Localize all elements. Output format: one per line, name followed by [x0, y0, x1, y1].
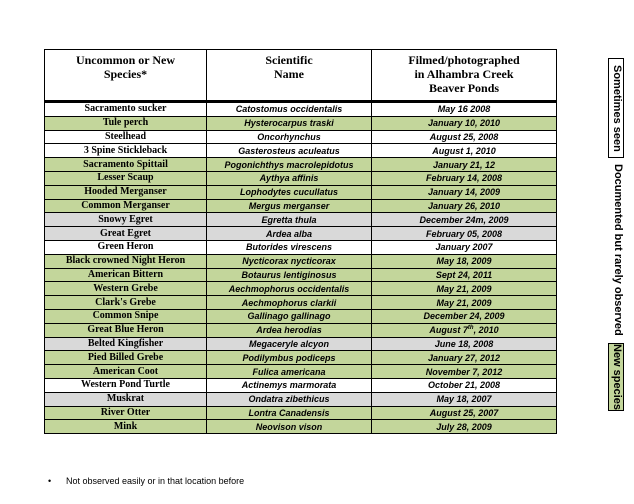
table-row	[45, 282, 557, 296]
scientific-name-cell: Nycticorax nycticorax	[207, 254, 372, 268]
species-table-body	[45, 102, 557, 434]
common-name-cell: Snowy Egret	[45, 213, 207, 227]
date-cell: December 24m, 2009	[372, 213, 557, 227]
scientific-name-cell: Fulica americana	[207, 365, 372, 379]
date-cell: August 1, 2010	[372, 144, 557, 158]
common-name-cell: Common Snipe	[45, 309, 207, 323]
table-row	[45, 102, 557, 117]
table-row	[45, 420, 557, 434]
date-main: August 7	[429, 325, 468, 336]
common-name-cell: Muskrat	[45, 392, 207, 406]
legend-new-species: New species	[608, 343, 624, 411]
scientific-name-cell: Catostomus occidentalis	[207, 102, 372, 117]
table-row	[45, 351, 557, 365]
header-common-name: Uncommon or New Species*	[45, 50, 207, 102]
scientific-name-cell: Gallinago gallinago	[207, 309, 372, 323]
scientific-name-cell: Ondatra zibethicus	[207, 392, 372, 406]
table-row	[45, 227, 557, 241]
table-row	[45, 144, 557, 158]
common-name-cell: Great Blue Heron	[45, 323, 207, 337]
header-scientific-name: Scientific Name	[207, 50, 372, 102]
header-date-filmed: Filmed/photographed in Alhambra Creek Beaver Ponds	[372, 50, 557, 102]
common-name-cell: Common Merganser	[45, 199, 207, 213]
date-cell: January 14, 2009	[372, 185, 557, 199]
scientific-name-cell: Aechmophorus occidentalis	[207, 282, 372, 296]
common-name-cell: River Otter	[45, 406, 207, 420]
date-cell: May 21, 2009	[372, 296, 557, 310]
table-row	[45, 171, 557, 185]
date-ordinal: th	[467, 325, 474, 332]
table-row	[45, 254, 557, 268]
date-cell: May 18, 2007	[372, 392, 557, 406]
common-name-cell: Sacramento Spittail	[45, 158, 207, 172]
table-row	[45, 392, 557, 406]
table-row	[45, 213, 557, 227]
scientific-name-cell: Actinemys marmorata	[207, 378, 372, 392]
table-row	[45, 323, 557, 337]
common-name-cell: American Bittern	[45, 268, 207, 282]
scientific-name-cell: Ardea herodias	[207, 323, 372, 337]
scientific-name-cell: Ardea alba	[207, 227, 372, 241]
scientific-name-cell: Pogonichthys macrolepidotus	[207, 158, 372, 172]
bullet-icon: •	[48, 476, 52, 486]
scientific-name-cell: Butorides virescens	[207, 240, 372, 254]
scientific-name-cell: Megaceryle alcyon	[207, 337, 372, 351]
date-cell: January 27, 2012	[372, 351, 557, 365]
common-name-cell: Belted Kingfisher	[45, 337, 207, 351]
scientific-name-cell: Lophodytes cucullatus	[207, 185, 372, 199]
common-name-cell: Lesser Scaup	[45, 171, 207, 185]
common-name-cell: Western Grebe	[45, 282, 207, 296]
scientific-name-cell: Mergus merganser	[207, 199, 372, 213]
scientific-name-cell: Podilymbus podiceps	[207, 351, 372, 365]
scientific-name-cell: Aechmophorus clarkii	[207, 296, 372, 310]
table-row	[45, 309, 557, 323]
table-row	[45, 378, 557, 392]
date-cell: January 21, 12	[372, 158, 557, 172]
table-row	[45, 185, 557, 199]
scientific-name-cell: Egretta thula	[207, 213, 372, 227]
table-row	[45, 337, 557, 351]
table-row	[45, 296, 557, 310]
common-name-cell: 3 Spine Stickleback	[45, 144, 207, 158]
table-row	[45, 116, 557, 130]
common-name-cell: Hooded Merganser	[45, 185, 207, 199]
common-name-cell: Tule perch	[45, 116, 207, 130]
scientific-name-cell: Aythya affinis	[207, 171, 372, 185]
footnote	[48, 476, 244, 487]
footnote-text: Not observed easily or in that location before	[66, 476, 245, 486]
scientific-name-cell: Botaurus lentiginosus	[207, 268, 372, 282]
date-cell: May 21, 2009	[372, 282, 557, 296]
table-row	[45, 268, 557, 282]
date-cell: January 26, 2010	[372, 199, 557, 213]
date-cell: August 25, 2007	[372, 406, 557, 420]
table-row	[45, 130, 557, 144]
scientific-name-cell: Oncorhynchus	[207, 130, 372, 144]
date-cell: August 25, 2008	[372, 130, 557, 144]
common-name-cell: Western Pond Turtle	[45, 378, 207, 392]
date-cell: July 28, 2009	[372, 420, 557, 434]
date-cell: October 21, 2008	[372, 378, 557, 392]
common-name-cell: Green Heron	[45, 240, 207, 254]
date-cell: January 10, 2010	[372, 116, 557, 130]
date-cell: June 18, 2008	[372, 337, 557, 351]
legend-sometimes-seen: Sometimes seen	[608, 58, 624, 158]
scientific-name-cell: Hysterocarpus traski	[207, 116, 372, 130]
common-name-cell: Clark's Grebe	[45, 296, 207, 310]
date-cell: May 16 2008	[372, 102, 557, 117]
date-cell: May 18, 2009	[372, 254, 557, 268]
common-name-cell: Sacramento sucker	[45, 102, 207, 117]
scientific-name-cell: Neovison vison	[207, 420, 372, 434]
date-cell: Sept 24, 2011	[372, 268, 557, 282]
date-cell: February 14, 2008	[372, 171, 557, 185]
date-cell	[372, 323, 557, 337]
table-header-row	[45, 50, 557, 102]
common-name-cell: Great Egret	[45, 227, 207, 241]
scientific-name-cell: Lontra Canadensis	[207, 406, 372, 420]
common-name-cell: Pied Billed Grebe	[45, 351, 207, 365]
table-row	[45, 365, 557, 379]
date-cell: February 05, 2008	[372, 227, 557, 241]
date-cell: November 7, 2012	[372, 365, 557, 379]
common-name-cell: American Coot	[45, 365, 207, 379]
date-cell: January 2007	[372, 240, 557, 254]
common-name-cell: Black crowned Night Heron	[45, 254, 207, 268]
common-name-cell: Steelhead	[45, 130, 207, 144]
table-row	[45, 158, 557, 172]
date-cell: December 24, 2009	[372, 309, 557, 323]
species-table	[44, 49, 557, 434]
scientific-name-cell: Gasterosteus aculeatus	[207, 144, 372, 158]
table-row	[45, 199, 557, 213]
table-row	[45, 406, 557, 420]
common-name-cell: Mink	[45, 420, 207, 434]
date-tail: , 2010	[473, 325, 499, 336]
table-row	[45, 240, 557, 254]
legend-documented-rarely-observed: Documented but rarely observed	[608, 162, 624, 338]
